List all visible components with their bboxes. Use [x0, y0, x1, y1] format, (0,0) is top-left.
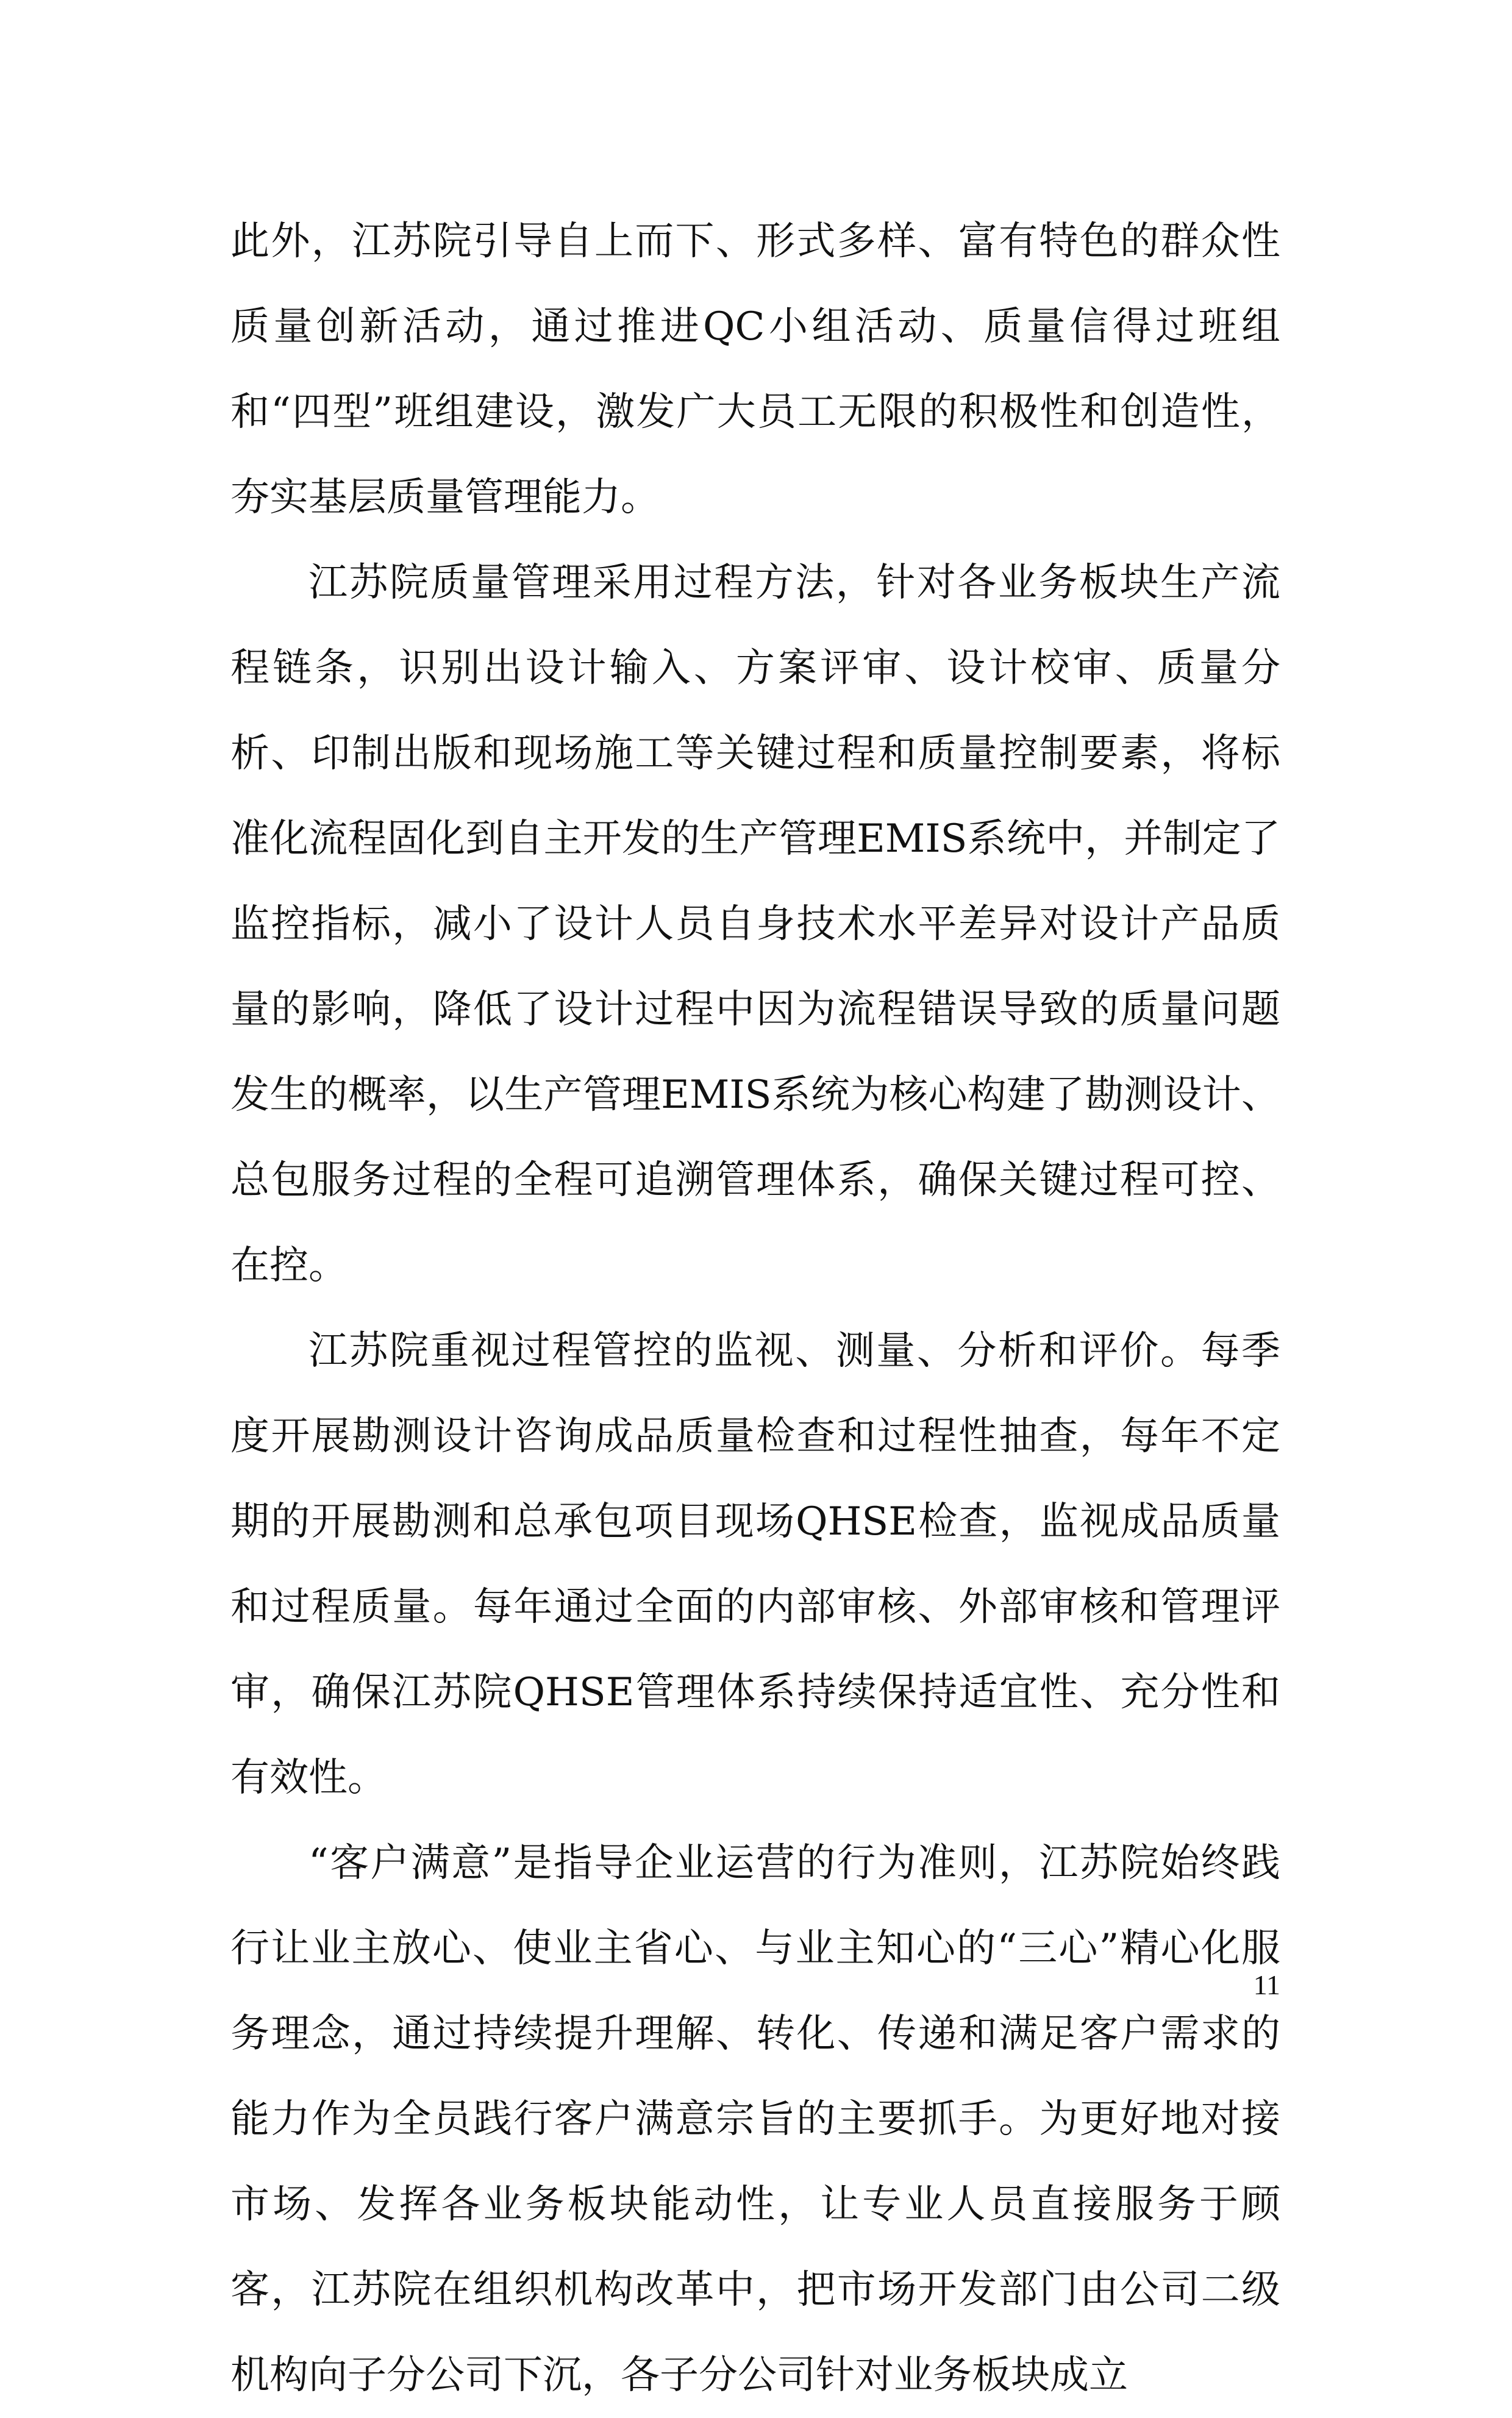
- paragraph-quality-innovation: 此外，江苏院引导自上而下、形式多样、富有特色的群众性质量创新活动，通过推进QC小组活动、质量信得过班组和“四型”班组建设，激发广大员工无限的积极性和创造性，夯实基层质量管理能力。: [230, 219, 1280, 520]
- body-text: [230, 199, 1280, 2418]
- paragraph-process-monitoring: 江苏院重视过程管控的监视、测量、分析和评价。每季度开展勘测设计咨询成品质量检查和过程性抽查，每年不定期的开展勘测和总承包项目现场QHSE检查，监视成品质量和过程质量。每年通过全面的内部审核、外部审核和管理评审，确保江苏院QHSE管理体系持续保持适宜性、充分性和有效性。: [230, 1328, 1280, 1800]
- paragraph-customer-satisfaction: “客户满意”是指导企业运营的行为准则，江苏院始终践行让业主放心、使业主省心、与业主知心的“三心”精心化服务理念，通过持续提升理解、转化、传递和满足客户需求的能力作为全员践行客户满意宗旨的主要抓手。为更好地对接市场、发挥各业务板块能动性，让专业人员直接服务于顾客，江苏院在组织机构改革中，把市场开发部门由公司二级机构向子分公司下沉，各子分公司针对业务板块成立: [230, 1841, 1280, 2398]
- page-number: 11: [1253, 1969, 1280, 2000]
- paragraph-process-method: 江苏院质量管理采用过程方法，针对各业务板块生产流程链条，识别出设计输入、方案评审、设计校审、质量分析、印制出版和现场施工等关键过程和质量控制要素，将标准化流程固化到自主开发的生产管理EMIS系统中，并制定了监控指标，减小了设计人员自身技术水平差异对设计产品质量的影响，降低了设计过程中因为流程错误导致的质量问题发生的概率，以生产管理EMIS系统为核心构建了勘测设计、总包服务过程的全程可追溯管理体系，确保关键过程可控、在控。: [230, 560, 1280, 1288]
